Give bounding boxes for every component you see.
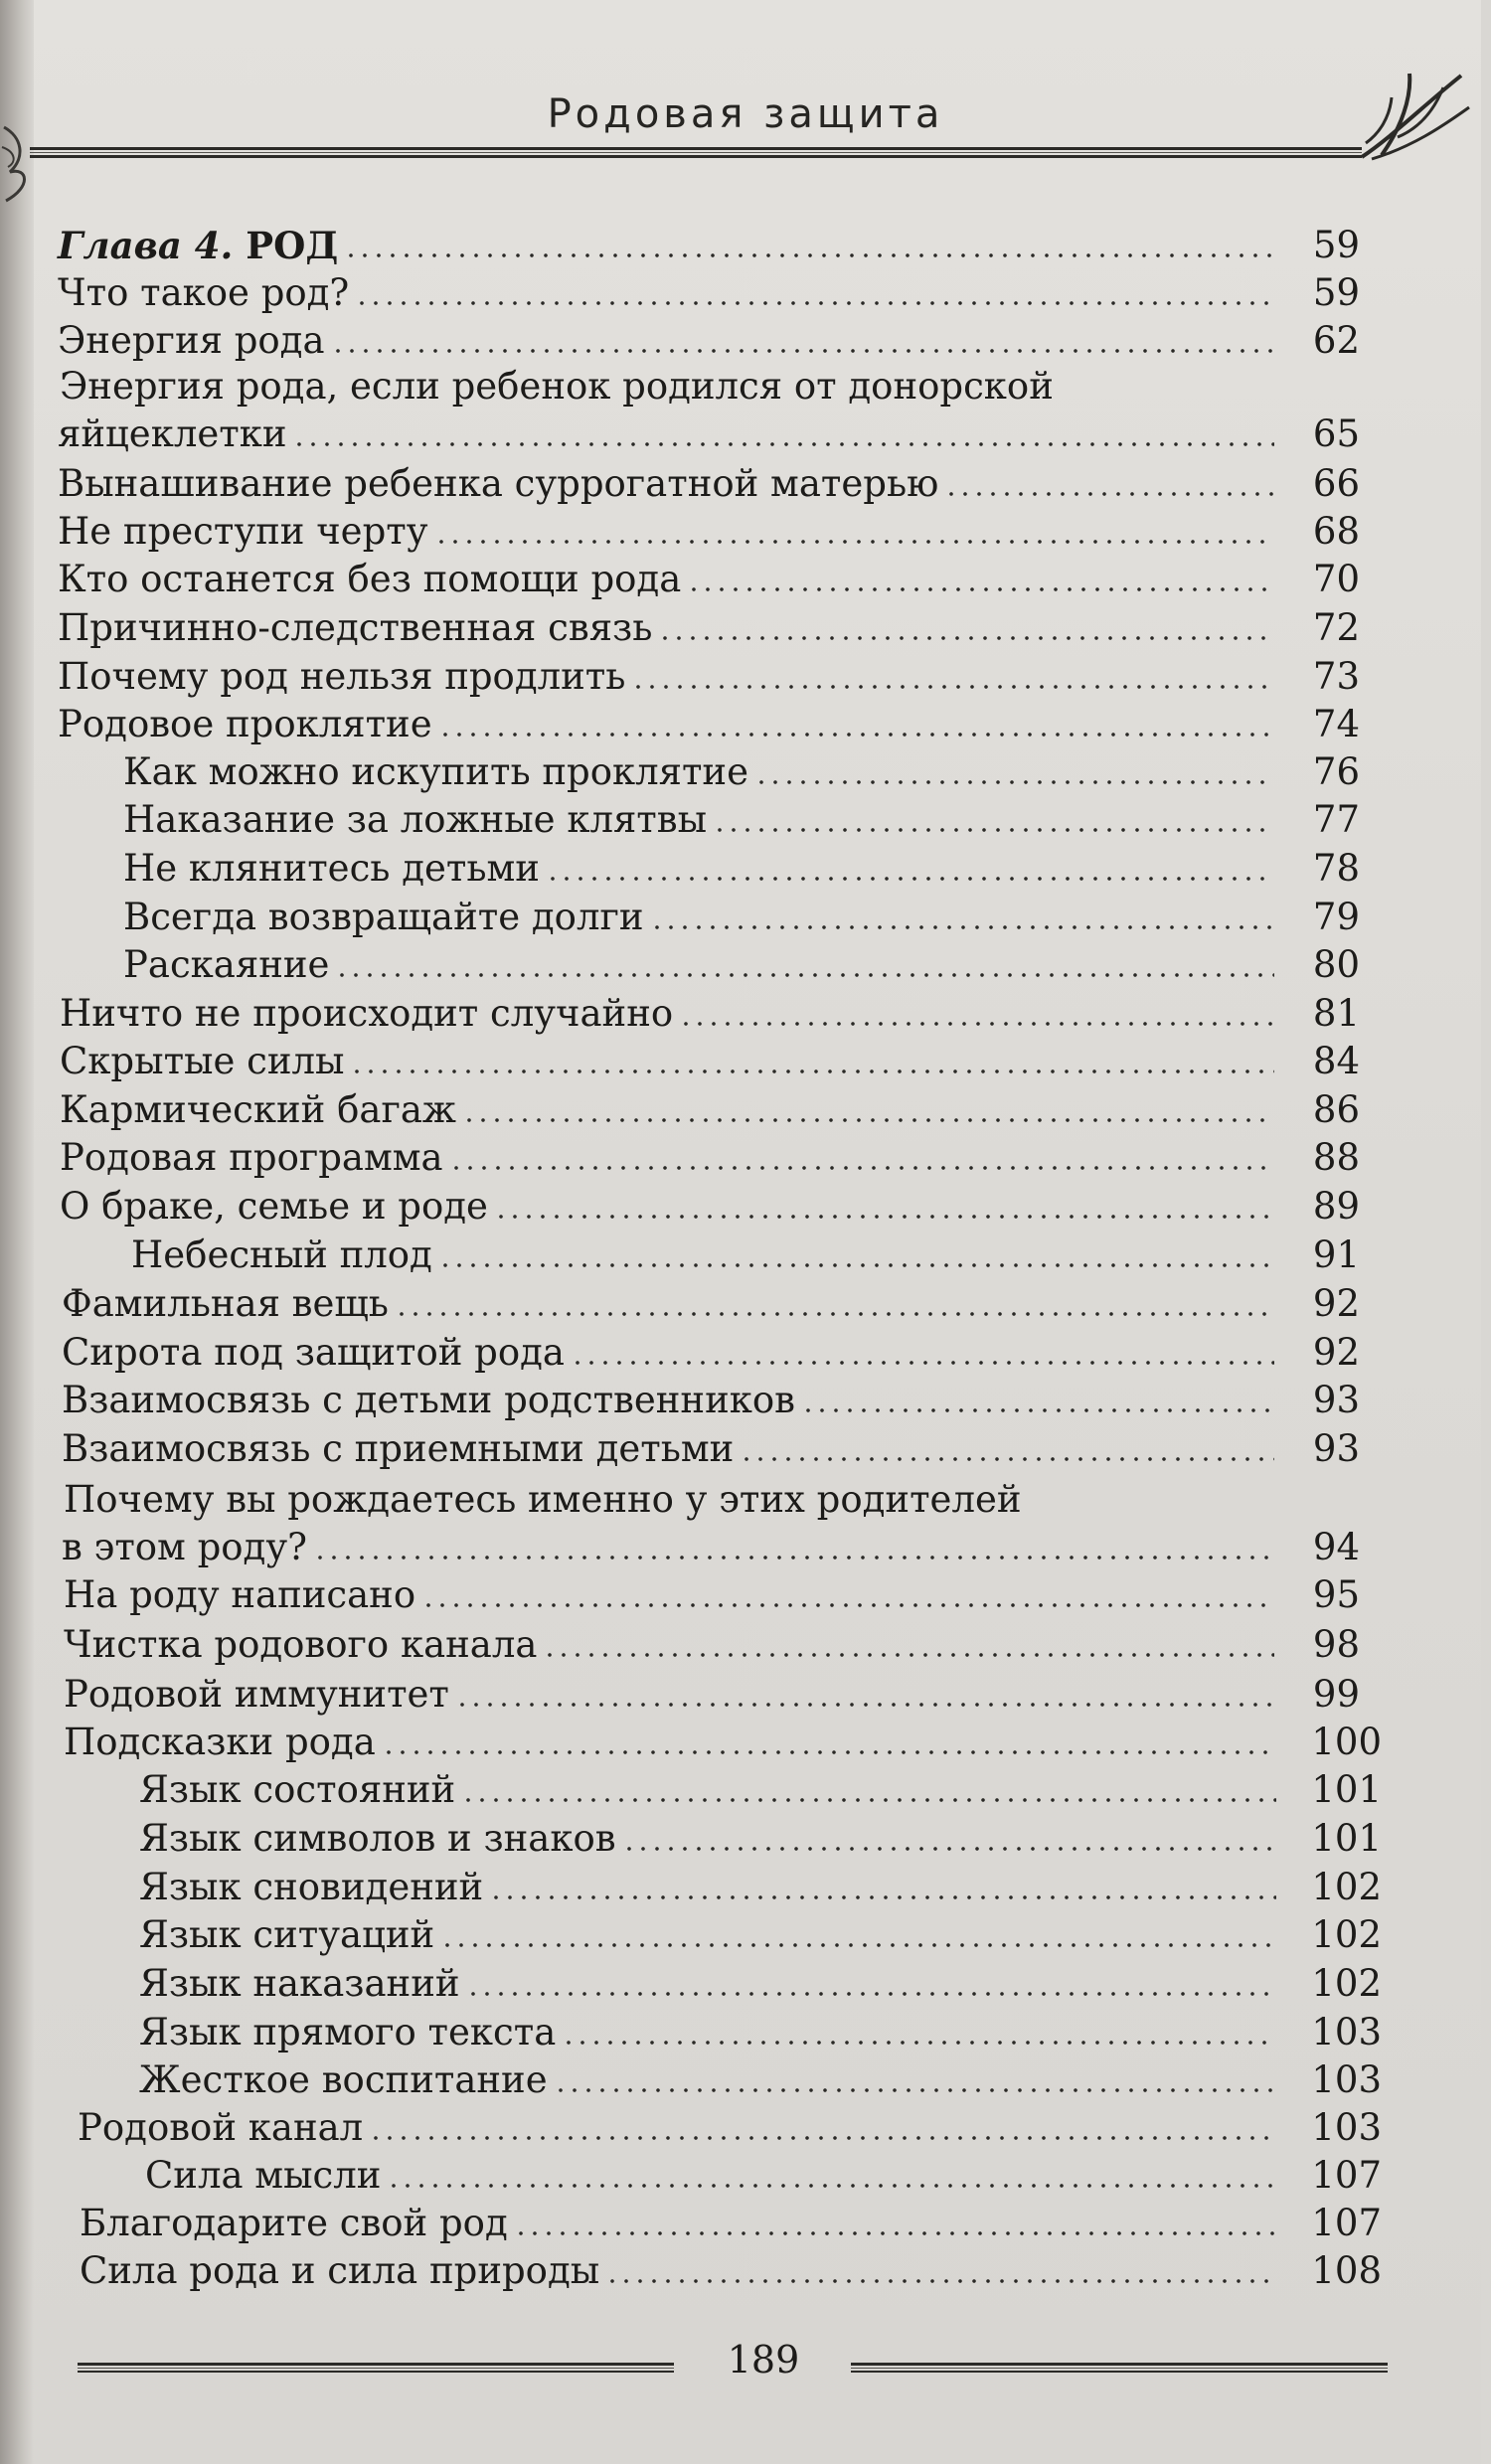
dot-leader bbox=[434, 539, 1275, 545]
dot-leader bbox=[631, 684, 1274, 690]
toc-entry bbox=[58, 268, 1360, 318]
toc-subentry bbox=[145, 2151, 1382, 2201]
dot-leader bbox=[944, 491, 1274, 497]
dot-leader bbox=[489, 1894, 1276, 1900]
entry-page-number: 70 bbox=[1312, 558, 1360, 600]
toc-subentry bbox=[123, 747, 1360, 797]
entry-title-line-1: Почему вы рождаетесь именно у этих родителей bbox=[64, 1478, 1022, 1521]
dot-leader bbox=[658, 635, 1274, 641]
entry-page-number: 77 bbox=[1312, 798, 1360, 841]
dot-leader bbox=[344, 252, 1274, 258]
toc-entry bbox=[58, 603, 1360, 653]
toc-subentry bbox=[131, 1231, 1360, 1280]
dot-leader bbox=[438, 1262, 1274, 1268]
entry-title: Чистка родового канала bbox=[64, 1623, 538, 1666]
entry-page-number: 76 bbox=[1312, 750, 1360, 793]
toc-entry bbox=[64, 1718, 1382, 1767]
entry-page-number: 59 bbox=[1312, 271, 1360, 314]
entry-page-number: 86 bbox=[1312, 1088, 1360, 1131]
entry-page-number: 93 bbox=[1312, 1427, 1360, 1470]
entry-page-number: 98 bbox=[1312, 1623, 1360, 1666]
entry-title: Сила мысли bbox=[145, 2154, 382, 2197]
dot-leader bbox=[546, 876, 1274, 882]
entry-page-number: 89 bbox=[1312, 1185, 1360, 1228]
toc-entry bbox=[60, 1133, 1360, 1183]
entry-title: Язык прямого текста bbox=[139, 2011, 557, 2053]
toc-entry bbox=[64, 1620, 1360, 1670]
entry-title: Раскаяние bbox=[123, 943, 330, 986]
chapter-page-number: 59 bbox=[1312, 224, 1360, 266]
toc-entry bbox=[62, 1523, 1360, 1572]
entry-title: Не преступи черту bbox=[58, 510, 428, 553]
entry-title: Родовой канал bbox=[78, 2106, 364, 2149]
dot-leader bbox=[395, 1311, 1274, 1317]
dot-leader bbox=[740, 1456, 1274, 1462]
entry-title: Сирота под защитой рода bbox=[62, 1331, 565, 1374]
entry-page-number: 88 bbox=[1312, 1136, 1360, 1179]
entry-page-number: 80 bbox=[1312, 943, 1360, 986]
toc-entry bbox=[60, 1037, 1360, 1086]
toc-subentry bbox=[123, 795, 1360, 845]
toc-entry bbox=[58, 316, 1360, 366]
entry-page-number: 73 bbox=[1312, 655, 1360, 698]
dot-leader bbox=[713, 827, 1274, 833]
dot-leader bbox=[382, 1749, 1276, 1755]
entry-page-number: 79 bbox=[1312, 896, 1360, 938]
dot-leader bbox=[571, 1360, 1274, 1366]
entry-title: Вынашивание ребенка суррогатной матерью bbox=[58, 462, 939, 505]
dot-leader bbox=[350, 1068, 1274, 1074]
dot-leader bbox=[462, 1117, 1274, 1123]
footer-rule-left bbox=[78, 2362, 674, 2374]
entry-page-number: 103 bbox=[1311, 2106, 1382, 2149]
entry-page-number: 81 bbox=[1312, 992, 1360, 1035]
toc-entry bbox=[58, 652, 1360, 702]
entry-page-number: 65 bbox=[1312, 412, 1360, 455]
toc-entry bbox=[58, 410, 1360, 459]
entry-page-number: 92 bbox=[1312, 1331, 1360, 1374]
entry-page-number: 72 bbox=[1312, 606, 1360, 649]
entry-page-number: 78 bbox=[1312, 847, 1360, 890]
entry-page-number: 101 bbox=[1311, 1768, 1382, 1811]
dot-leader bbox=[543, 1652, 1274, 1658]
toc-entry bbox=[58, 459, 1360, 509]
entry-page-number: 100 bbox=[1311, 1721, 1382, 1763]
dot-leader bbox=[801, 1407, 1274, 1413]
toc-entry bbox=[62, 1328, 1360, 1378]
entry-page-number: 99 bbox=[1312, 1673, 1360, 1716]
toc-entry bbox=[60, 1182, 1360, 1232]
entry-title: Причинно-следственная связь bbox=[58, 606, 653, 649]
entry-title: На роду написано bbox=[64, 1573, 416, 1616]
entry-page-number: 62 bbox=[1312, 319, 1360, 362]
entry-title: Скрытые силы bbox=[60, 1040, 345, 1082]
entry-page-number: 92 bbox=[1312, 1282, 1360, 1325]
toc-entry bbox=[64, 1670, 1360, 1720]
entry-title: Язык состояний bbox=[139, 1768, 456, 1811]
entry-title-line-1: Энергия рода, если ребенок родился от донорской bbox=[60, 365, 1054, 408]
entry-page-number: 74 bbox=[1312, 703, 1360, 745]
entry-page-number: 66 bbox=[1312, 462, 1360, 505]
dot-leader bbox=[461, 1797, 1276, 1803]
toc-subentry bbox=[139, 1910, 1382, 1960]
entry-title: Не клянитесь детьми bbox=[123, 847, 540, 890]
running-header: Родовая защита bbox=[547, 91, 944, 137]
entry-title: Язык символов и знаков bbox=[139, 1817, 616, 1860]
dot-leader bbox=[355, 300, 1274, 306]
toc-entry bbox=[78, 2103, 1382, 2153]
dot-leader bbox=[605, 2278, 1276, 2284]
entry-title: Взаимосвязь с приемными детьми bbox=[62, 1427, 735, 1470]
chapter-label: Глава 4. bbox=[58, 224, 234, 267]
entry-page-number: 91 bbox=[1312, 1233, 1360, 1276]
entry-title: Кармический багаж bbox=[60, 1088, 456, 1131]
entry-page-number: 107 bbox=[1311, 2154, 1382, 2197]
footer-rule-right bbox=[851, 2362, 1388, 2374]
entry-title: Кто останется без помощи рода bbox=[58, 558, 682, 600]
dot-leader bbox=[562, 2040, 1276, 2046]
toc-subentry bbox=[139, 1765, 1382, 1815]
toc-subentry bbox=[139, 1814, 1382, 1864]
dot-leader bbox=[650, 924, 1274, 930]
toc-entry bbox=[80, 2246, 1382, 2296]
entry-page-number: 102 bbox=[1311, 1962, 1382, 2005]
entry-page-number: 68 bbox=[1312, 510, 1360, 553]
entry-title-continuation: яйцеклетки bbox=[58, 412, 287, 455]
entry-title: Язык ситуаций bbox=[139, 1913, 435, 1956]
entry-title: Подсказки рода bbox=[64, 1721, 376, 1763]
entry-title: Благодарите свой род bbox=[80, 2202, 508, 2244]
toc-subentry bbox=[139, 2055, 1382, 2105]
dot-leader bbox=[335, 972, 1274, 978]
dot-leader bbox=[687, 586, 1274, 592]
toc-entry bbox=[62, 1279, 1360, 1329]
toc-entry bbox=[64, 1570, 1360, 1620]
dot-leader bbox=[554, 2087, 1276, 2093]
dot-leader bbox=[466, 1991, 1276, 1997]
toc-entry bbox=[58, 555, 1360, 604]
entry-title: Как можно искупить проклятие bbox=[123, 750, 748, 793]
toc-entry bbox=[80, 2199, 1382, 2248]
entry-title: Сила рода и сила природы bbox=[80, 2249, 600, 2292]
entry-page-number: 84 bbox=[1312, 1040, 1360, 1082]
entry-title: Энергия рода bbox=[58, 319, 325, 362]
toc-subentry bbox=[123, 893, 1360, 942]
dot-leader bbox=[421, 1602, 1274, 1608]
toc-entry bbox=[62, 1376, 1360, 1425]
dot-leader bbox=[754, 779, 1274, 785]
toc-entry bbox=[60, 1085, 1360, 1135]
entry-title: Родовое проклятие bbox=[58, 703, 432, 745]
entry-page-number: 103 bbox=[1311, 2011, 1382, 2053]
entry-title: Взаимосвязь с детьми родственников bbox=[62, 1379, 795, 1421]
entry-title: Почему род нельзя продлить bbox=[58, 655, 626, 698]
entry-title: Фамильная вещь bbox=[62, 1282, 389, 1325]
dot-leader bbox=[438, 732, 1274, 738]
dot-leader bbox=[387, 2183, 1276, 2189]
entry-page-number: 94 bbox=[1312, 1526, 1360, 1568]
dot-leader bbox=[449, 1165, 1274, 1171]
dot-leader bbox=[494, 1214, 1274, 1220]
page-number: 189 bbox=[727, 2338, 800, 2382]
entry-page-number: 102 bbox=[1311, 1866, 1382, 1908]
toc-subentry bbox=[139, 1959, 1382, 2009]
dot-leader bbox=[679, 1021, 1274, 1027]
toc-chapter-heading bbox=[58, 221, 1360, 270]
toc-subentry bbox=[139, 1863, 1382, 1912]
toc-entry bbox=[60, 989, 1360, 1039]
dot-leader bbox=[440, 1942, 1276, 1948]
toc-entry bbox=[62, 1424, 1360, 1474]
dot-leader bbox=[455, 1702, 1274, 1708]
entry-title: Язык сновидений bbox=[139, 1866, 484, 1908]
dot-leader bbox=[369, 2135, 1276, 2141]
entry-title: Небесный плод bbox=[131, 1233, 432, 1276]
toc-subentry bbox=[123, 844, 1360, 894]
dot-leader bbox=[313, 1555, 1274, 1561]
dot-leader bbox=[331, 348, 1274, 354]
entry-title-continuation: в этом роду? bbox=[62, 1526, 307, 1568]
chapter-title: РОД bbox=[246, 224, 339, 267]
entry-page-number: 101 bbox=[1311, 1817, 1382, 1860]
entry-page-number: 93 bbox=[1312, 1379, 1360, 1421]
toc-entry bbox=[58, 507, 1360, 557]
entry-title: Родовая программа bbox=[60, 1136, 443, 1179]
entry-title: Язык наказаний bbox=[139, 1962, 460, 2005]
entry-title: Что такое род? bbox=[58, 271, 350, 314]
dot-leader bbox=[292, 441, 1274, 447]
toc-entry bbox=[58, 700, 1360, 749]
entry-title: Родовой иммунитет bbox=[64, 1673, 449, 1716]
entry-title: О браке, семье и роде bbox=[60, 1185, 488, 1228]
dot-leader bbox=[622, 1846, 1276, 1852]
entry-page-number: 102 bbox=[1311, 1913, 1382, 1956]
entry-page-number: 108 bbox=[1311, 2249, 1382, 2292]
entry-page-number: 103 bbox=[1311, 2058, 1382, 2101]
entry-page-number: 95 bbox=[1312, 1573, 1360, 1616]
entry-title: Всегда возвращайте долги bbox=[123, 896, 644, 938]
entry-title: Ничто не происходит случайно bbox=[60, 992, 674, 1035]
entry-title: Жесткое воспитание bbox=[139, 2058, 548, 2101]
toc-subentry bbox=[123, 940, 1360, 990]
entry-page-number: 107 bbox=[1311, 2202, 1382, 2244]
dot-leader bbox=[514, 2230, 1276, 2236]
entry-title: Наказание за ложные клятвы bbox=[123, 798, 708, 841]
toc-subentry bbox=[139, 2008, 1382, 2057]
